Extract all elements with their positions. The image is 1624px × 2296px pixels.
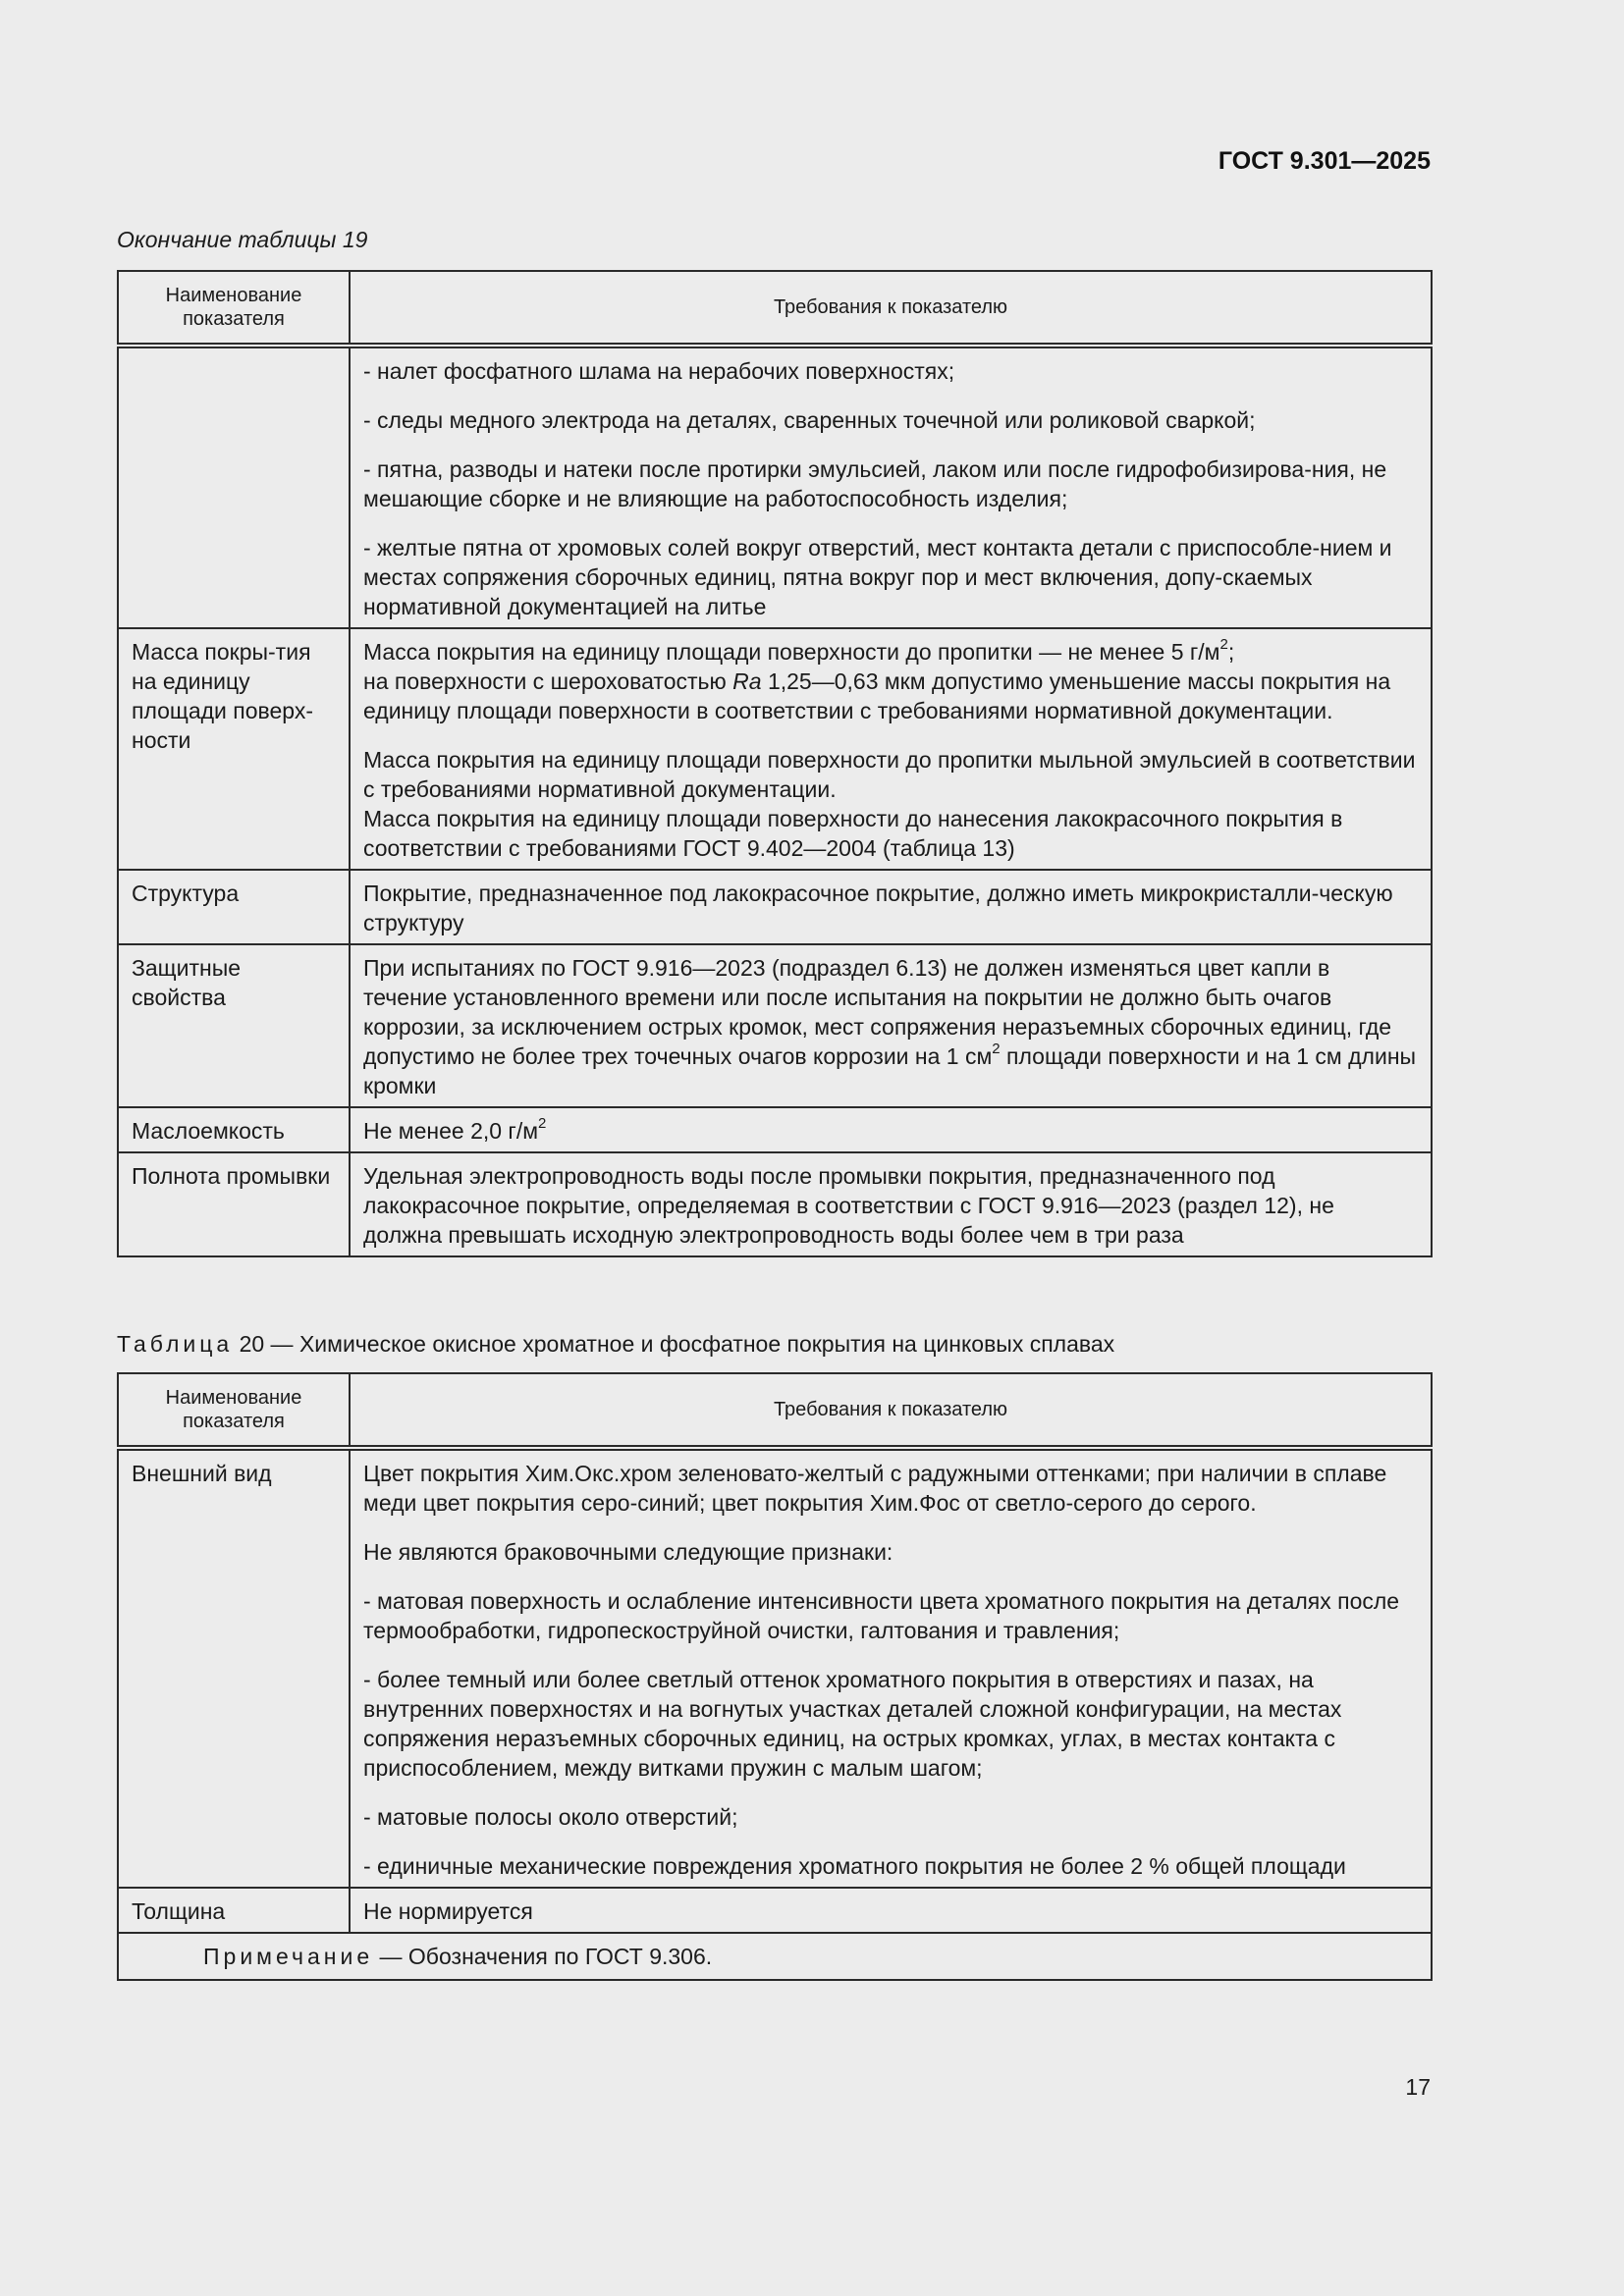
table-20 xyxy=(117,1372,1433,1981)
table-row xyxy=(118,346,1432,628)
page-number: 17 xyxy=(1405,2074,1431,2100)
table-note: Примечание — Обозначения по ГОСТ 9.306. xyxy=(118,1933,1432,1980)
table-19 xyxy=(117,270,1433,1257)
row-requirements-cell xyxy=(350,346,1432,628)
requirement-item: - более темный или более светлый оттенок хроматного покрытия в отверстиях и пазах, на внутренних поверхностях и на вогнутых участках деталей сложной конфигурации, на местах сопряжения неразъемных сборочных единиц, на острых кромках, углах, в местах контакта с приспособлением, между витками пружин с малым шагом; xyxy=(363,1667,1342,1781)
table-row xyxy=(118,1152,1432,1256)
document-code: ГОСТ 9.301—2025 xyxy=(1218,147,1431,175)
row-requirements-cell: Не нормируется xyxy=(350,1888,1432,1933)
requirement-item: Не являются браковочными следующие признаки: xyxy=(363,1539,893,1565)
requirement-item: - следы медного электрода на деталях, сваренных точечной или роликовой сваркой; xyxy=(363,407,1256,433)
table-row xyxy=(118,870,1432,944)
table-header-row xyxy=(118,271,1432,346)
row-name-cell: Маслоемкость xyxy=(118,1107,350,1152)
requirement-item: Цвет покрытия Хим.Окс.хром зеленовато-желтый с радужными оттенками; при наличии в сплаве меди цвет покрытия серо-синий; цвет покрытия Хим.Фос от светло-серого до серого. xyxy=(363,1461,1387,1516)
requirement-item: - матовая поверхность и ослабление интенсивности цвета хроматного покрытия на деталях после термообработки, гидропескоструйной очистки, галтования и травления; xyxy=(363,1588,1400,1643)
table-row xyxy=(118,1107,1432,1152)
table-note-row xyxy=(118,1933,1432,1980)
requirement-item: - желтые пятна от хромовых солей вокруг отверстий, мест контакта детали с приспособле-нием и местах сопряжения сборочных единиц, пятна вокруг пор и мест включения, допу-скаемых нормативной документацией на литье xyxy=(363,535,1392,619)
row-requirements-cell: Не менее 2,0 $г/м^2$ xyxy=(350,1107,1432,1152)
row-requirements-cell: Удельная электропроводность воды после промывки покрытия, предназначенного под лакокрасочное покрытие, определяемая в соответствии с ГОСТ 9.916—2023 (раздел 12), не должна превышать исходную электропроводность воды более чем в три раза xyxy=(350,1152,1432,1256)
requirement-paragraph: Масса покрытия на единицу площади поверхности до пропитки мыльной эмульсией в соответствии с требованиями нормативной документации. Масса покрытия на единицу площади поверхности до нанесения лакокрасочного покрытия в соответствии с требованиями ГОСТ 9.402—2004 (таблица 13) xyxy=(363,747,1416,861)
row-name-cell xyxy=(118,346,350,628)
column-header-requirements: Требования к показателю xyxy=(350,271,1432,346)
requirement-item: - налет фосфатного шлама на нерабочих поверхностях; xyxy=(363,358,955,384)
requirement-item: - единичные механические повреждения хроматного покрытия не более 2 % общей площади xyxy=(363,1853,1346,1879)
requirement-paragraph: Масса покрытия на единицу площади поверхности до пропитки — не менее 5 $г/м^2$; на поверхности с шероховатостью Ra 1,25—0,63 мкм допустимо уменьшение массы покрытия на единицу площади поверхности в соответствии с требованиями нормативной документации. xyxy=(363,636,1391,723)
row-name-cell: Структура xyxy=(118,870,350,944)
column-header-requirements: Требования к показателю xyxy=(350,1373,1432,1448)
table-20-caption: Таблица 20 — Химическое окисное хроматное и фосфатное покрытия на цинковых сплавах xyxy=(117,1331,1115,1357)
table-row xyxy=(118,628,1432,870)
row-requirements-cell: Покрытие, предназначенное под лакокрасочное покрытие, должно иметь микрокристалли-ческую структуру xyxy=(350,870,1432,944)
row-requirements-cell xyxy=(350,628,1432,870)
row-name-cell: Толщина xyxy=(118,1888,350,1933)
row-name-cell: Масса покры-тия на единицу площади поверх-ности xyxy=(118,628,350,870)
row-requirements-cell xyxy=(350,1448,1432,1888)
requirement-item: - пятна, разводы и натеки после протирки эмульсией, лаком или после гидрофобизирова-ния, не мешающие сборке и не влияющие на работоспособность изделия; xyxy=(363,456,1387,511)
column-header-name: Наименование показателя xyxy=(118,271,350,346)
table-header-row xyxy=(118,1373,1432,1448)
table-19-caption: Окончание таблицы 19 xyxy=(117,227,368,252)
column-header-name: Наименование показателя xyxy=(118,1373,350,1448)
row-name-cell: Защитные свойства xyxy=(118,944,350,1107)
table-row xyxy=(118,944,1432,1107)
row-name-cell: Внешний вид xyxy=(118,1448,350,1888)
row-name-cell: Полнота промывки xyxy=(118,1152,350,1256)
table-row xyxy=(118,1888,1432,1933)
table-row xyxy=(118,1448,1432,1888)
requirement-item: - матовые полосы около отверстий; xyxy=(363,1804,738,1830)
row-requirements-cell: При испытаниях по ГОСТ 9.916—2023 (подраздел 6.13) не должен изменяться цвет капли в течение установленного времени или после испытания на покрытии не должно быть очагов коррозии, за исключением острых кромок, мест сопряжения неразъемных сборочных единиц, где допустимо не более трех точечных очагов коррозии на 1 $см^2$ площади поверхности и на 1 см длины кромки xyxy=(350,944,1432,1107)
